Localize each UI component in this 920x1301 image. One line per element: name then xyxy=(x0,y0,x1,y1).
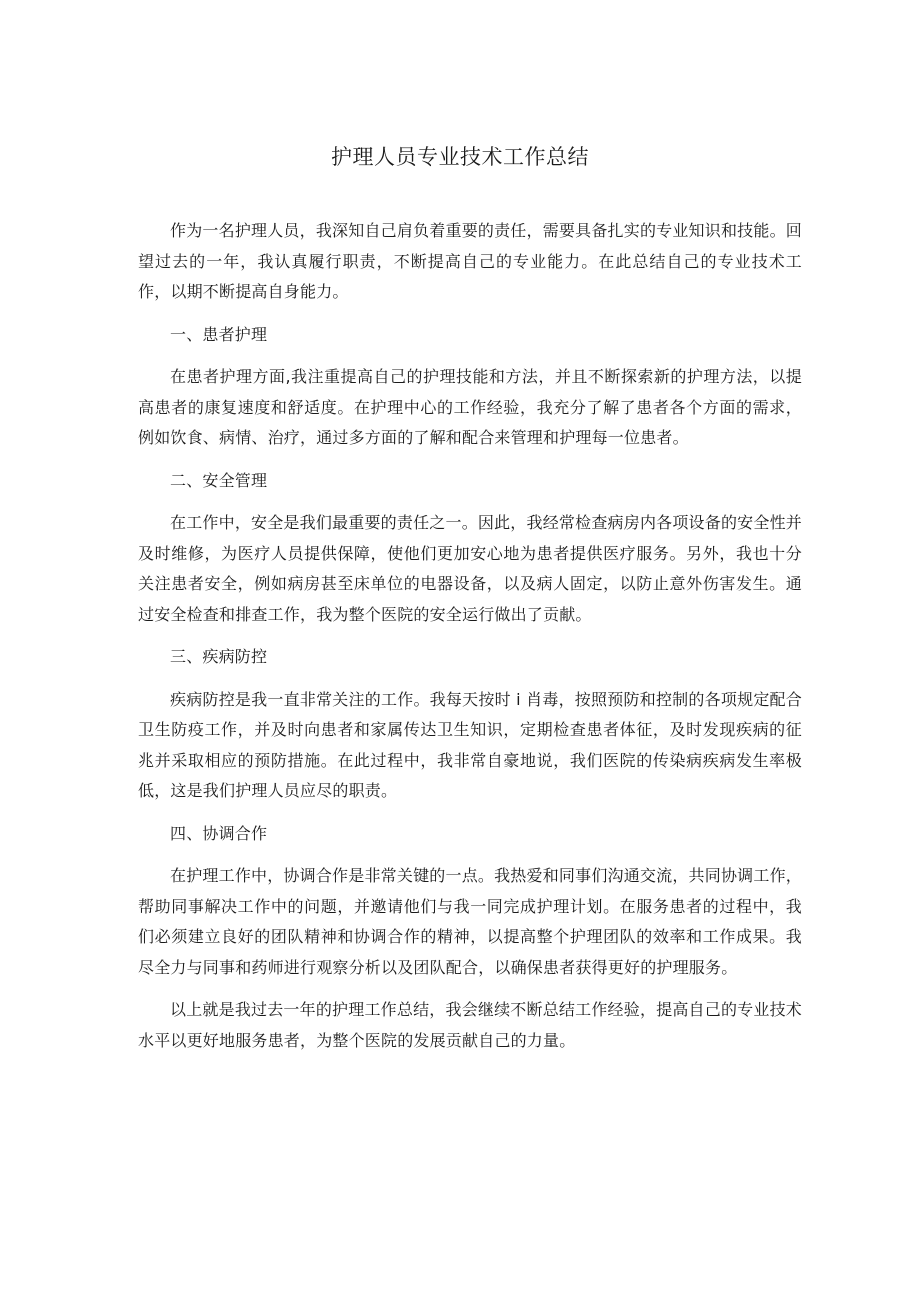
section-heading-safety-management: 二、安全管理 xyxy=(170,470,268,490)
intro-paragraph: 作为一名护理人员，我深知自己肩负着重要的责任，需要具备扎实的专业知识和技能。回望过去的一年，我认真履行职责，不断提高自己的专业能力。在此总结自己的专业技术工作，以期不断提高自身能力。 xyxy=(138,221,802,301)
section-body-safety-management: 在工作中，安全是我们最重要的责任之一。因此，我经常检查病房内各项设备的安全性并及时维修，为医疗人员提供保障，使他们更加安心地为患者提供医疗服务。另外，我也十分关注患者安全，例如病房甚至床单位的电器设备，以及病人固定，以防止意外伤害发生。通过安全检查和排查工作，我为整个医院的安全运行做出了贡献。 xyxy=(138,513,802,624)
section-heading-teamwork: 四、协调合作 xyxy=(170,823,268,843)
document-title: 护理人员专业技术工作总结 xyxy=(331,145,589,169)
section-heading-patient-care: 一、患者护理 xyxy=(170,324,268,344)
section-body-patient-care: 在患者护理方面,我注重提高自己的护理技能和方法，并且不断探索新的护理方法，以提高患者的康复速度和舒适度。在护理中心的工作经验，我充分了解了患者各个方面的需求，例如饮食、病情、治疗，通过多方面的了解和配合来管理和护理每一位患者。 xyxy=(138,367,802,447)
section-heading-disease-control: 三、疾病防控 xyxy=(170,647,268,666)
section-body-disease-control: 疾病防控是我一直非常关注的工作。我每天按时 i 肖毒，按照预防和控制的各项规定配合卫生防疫工作，并及时向患者和家属传达卫生知识，定期检查患者体征，及时发现疾病的征兆并采取相应的预防措施。在此过程中，我非常自豪地说，我们医院的传染病疾病发生率极低，这是我们护理人员应尽的职责。 xyxy=(138,689,802,800)
conclusion-paragraph: 以上就是我过去一年的护理工作总结，我会继续不断总结工作经验，提高自己的专业技术水平以更好地服务患者，为整个医院的发展贡献自己的力量。 xyxy=(138,1000,802,1050)
document-body xyxy=(138,216,802,1068)
section-body-teamwork: 在护理工作中，协调合作是非常关键的一点。我热爱和同事们沟通交流，共同协调工作，帮助同事解决工作中的问题，并邀请他们与我一同完成护理计划。在服务患者的过程中，我们必须建立良好的团队精神和协调合作的精神，以提高整个护理团队的效率和工作成果。我尽全力与同事和药师进行观察分析以及团队配合，以确保患者获得更好的护理服务。 xyxy=(138,866,802,977)
